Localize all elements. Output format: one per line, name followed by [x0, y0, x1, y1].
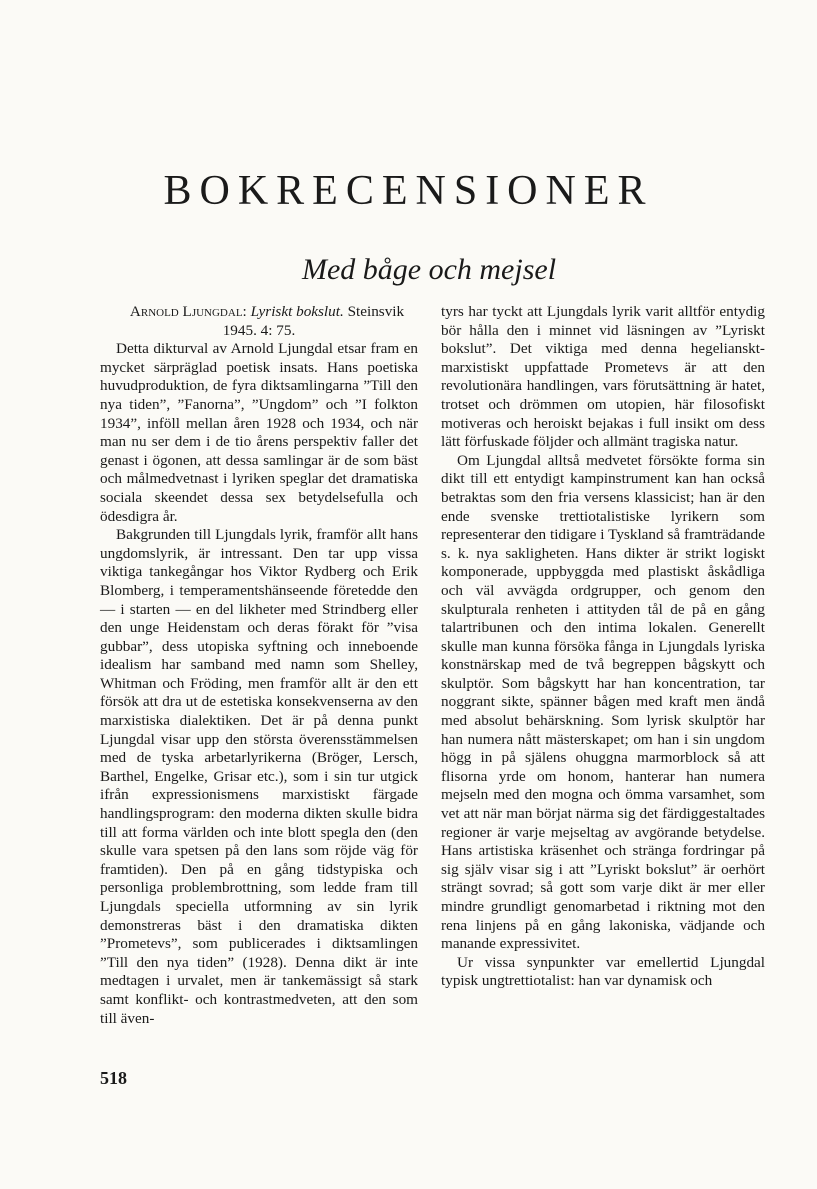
right-paragraph-1: tyrs har tyckt att Ljungdals lyrik varit alltför entydig bör hålla den i minnet vid läsningen av ”Lyriskt bokslut”. Det viktiga med denna hegelianskt-marxistiskt uppfattade Prometevs är att den revolutionära handlingen, vars förutsättning är hatet, trotset och drömmen om utopien, här filosofiskt motiveras och heroiskt bejakas i full insikt om dess lätt förfuskade följder och allmänt tragiska natur.: [441, 303, 765, 451]
citation-author: Arnold Ljungdal:: [129, 303, 247, 320]
page-number: 518: [100, 1068, 127, 1088]
article-title: Med båge och mejsel: [301, 253, 557, 286]
citation-book-title: Lyriskt bokslut.: [250, 303, 344, 320]
citation-publication: Steinsvik 1945. 4: 75.: [222, 303, 405, 339]
book-citation: [100, 303, 418, 340]
right-paragraph-3: Ur vissa synpunkter var emellertid Ljungdal typisk ungtrettiotalist: han var dynamisk och: [441, 953, 765, 990]
left-paragraph-2: Bakgrunden till Ljungdals lyrik, framför allt hans ungdomslyrik, är intressant. Den tar upp vissa viktiga tankegångar hos Viktor Rydberg och Erik Blomberg, i temperamentshänseende företedde den — i starten — en del likheter med Strindberg eller den unge Heidenstam och deras förakt för ”visa gubbar”, dess utopiska syftning och inneboende idealism har samband med namn som Shelley, Whitman och Fröding, men framför allt är den ett försök att dra ut de estetiska konsekvenserna av den marxistiska dialektiken. Det är på denna punkt Ljungdal visar upp den största överensstämmelsen med de tyska arbetarlyrikerna (Bröger, Lersch, Barthel, Engelke, Grisar etc.), som i sin tur utgick ifrån expressionismens marxistiskt färgade handlingsprogram: den moderna dikten skulle bidra till att forma världen och inte blott spegla den (den skulle vara spetsen på den lans som röjde väg för framtiden). Den på en gång tidstypiska och personliga problembrottning, som ledde fram till Ljungdals speciella utformning av sin lyrik demonstreras bäst i den dramatiska dikten ”Prometevs”, som publicerades i diktsamlingen ”Till den nya tiden” (1928). Denna dikt är inte medtagen i urvalet, men är tankemässigt så stark samt konflikt- och kontrastmedveten, att den som till även-: [100, 526, 418, 1027]
left-column: [100, 303, 418, 1028]
right-column: [441, 303, 765, 991]
section-title: BOKRECENSIONER: [163, 168, 654, 214]
left-paragraph-1: Detta dikturval av Arnold Ljungdal etsar fram en mycket särpräglad poetisk insats. Hans poetiska huvudproduktion, de fyra diktsamlingarna ”Till den nya tiden”, ”Fanorna”, ”Ungdom” och ”I folkton 1934”, inföll mellan åren 1928 och 1934, och när man nu ser dem i de tio årens perspektiv faller det genast i ögonen, att dessa samlingar är de som bäst och målmedvetnast i lyriken speglar det dramatiska sociala skeendet dessa sex betydelsefulla och ödesdigra år.: [100, 340, 418, 525]
right-paragraph-2: Om Ljungdal alltså medvetet försökte forma sin dikt till ett entydigt kampinstrument kan han också betraktas som den fria versens klassicist; han är den ende svenske trettiotalistiske lyrikern som representerar den tidigare i Tyskland så framträdande s. k. nya sakligheten. Hans dikter är strikt logiskt komponerade, uppbyggda med plastiskt åskådliga och väl avvägda ordgrupper, och genom den skulpturala renheten i attityden tål de på en gång talartribunen och den intima lokalen. Generellt skulle man kunna försöka fånga in Ljungdals lyriska konstnärskap med de två begreppen bågskytt och skulptör. Som bågskytt har han koncentration, tar noggrant sikte, spänner bågen med kraft men ändå med absolut behärskning. Som lyrisk skulptör har han numera nått mästerskapet; om han i sin ungdom högg in på själens ohuggna marmorblock så att flisorna yrde om honom, hanterar han numera mejseln med den mogna och ömma varsamhet, som vet att när man börjat närma sig det färdiggestaltades regioner är varje mejseltag av avgörande betydelse. Hans artistiska kräsenhet och stränga fordringar på sig själv visar sig i att ”Lyriskt bokslut” är oerhört strängt sovrad; så gott som varje dikt är mer eller mindre grundligt genomarbetad i riktning mot den rena linjens på en gång lakoniska, vädjande och manande expressivitet.: [441, 451, 765, 953]
